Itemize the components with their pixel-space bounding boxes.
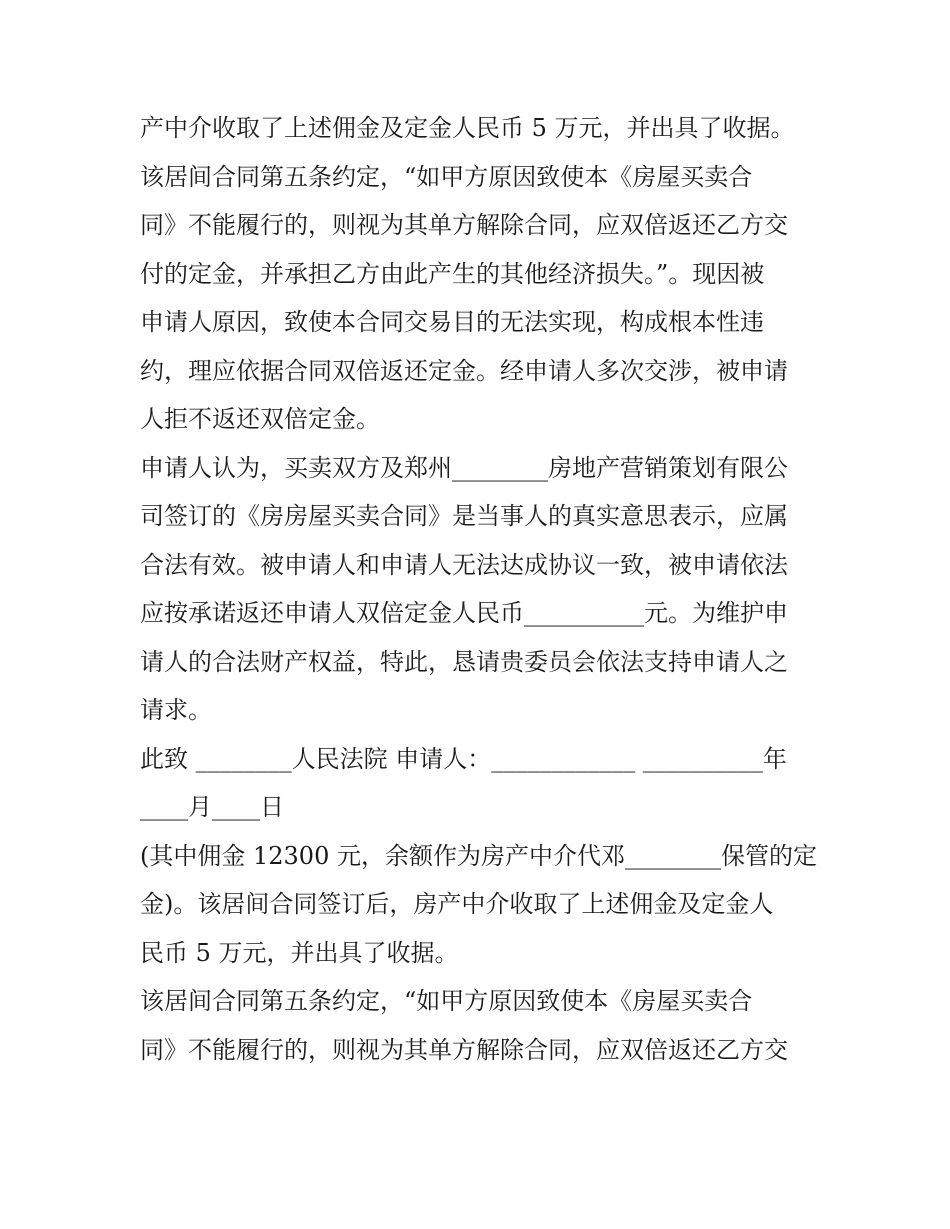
text-line: 约，理应依据合同双倍返还定金。经申请人多次交涉，被申请 (140, 356, 788, 385)
text-line: (其中佣金 12300 元，余额作为房产中介代邓________保管的定 (140, 841, 817, 870)
text-line: 请人的合法财产权益，特此，恳请贵委员会依法支持申请人之 (140, 647, 788, 676)
text-line: 司签订的《房房屋买卖合同》是当事人的真实意思表示，应属 (140, 502, 788, 530)
text-line: 申请人认为，买卖双方及郑州________房地产营销策划有限公 (140, 453, 788, 482)
text-line: 合法有效。被申请人和申请人无法达成协议一致，被申请依法 (140, 550, 788, 579)
text-line: 申请人原因，致使本合同交易目的无法实现，构成根本性违 (140, 308, 764, 336)
text-line: 产中介收取了上述佣金及定金人民币 5 万元，并出具了收据。 (140, 114, 795, 142)
text-line: 同》不能履行的，则视为其单方解除合同，应双倍返还乙方交 (140, 211, 788, 239)
text-line: ____月____日 (140, 793, 284, 821)
text-line: 此致 ________人民法院 申请人：____________ __________年 (140, 744, 787, 773)
text-line: 付的定金，并承担乙方由此产生的其他经济损失。”。现因被 (140, 259, 765, 288)
text-line: 同》不能履行的，则视为其单方解除合同，应双倍返还乙方交 (140, 1035, 788, 1064)
text-line: 民币 5 万元，并出具了收据。 (140, 938, 459, 967)
text-line: 应按承诺返还申请人双倍定金人民币__________元。为维护申 (140, 599, 788, 627)
text-line: 请求。 (140, 696, 212, 724)
document-body (140, 104, 830, 1074)
text-line: 该居间合同第五条约定，“如甲方原因致使本《房屋买卖合 (140, 987, 753, 1015)
text-line: 金)。该居间合同签订后，房产中介收取了上述佣金及定金人 (140, 890, 774, 918)
text-line: 人拒不返还双倍定金。 (140, 405, 380, 433)
text-line: 该居间合同第五条约定，“如甲方原因致使本《房屋买卖合 (140, 162, 753, 191)
